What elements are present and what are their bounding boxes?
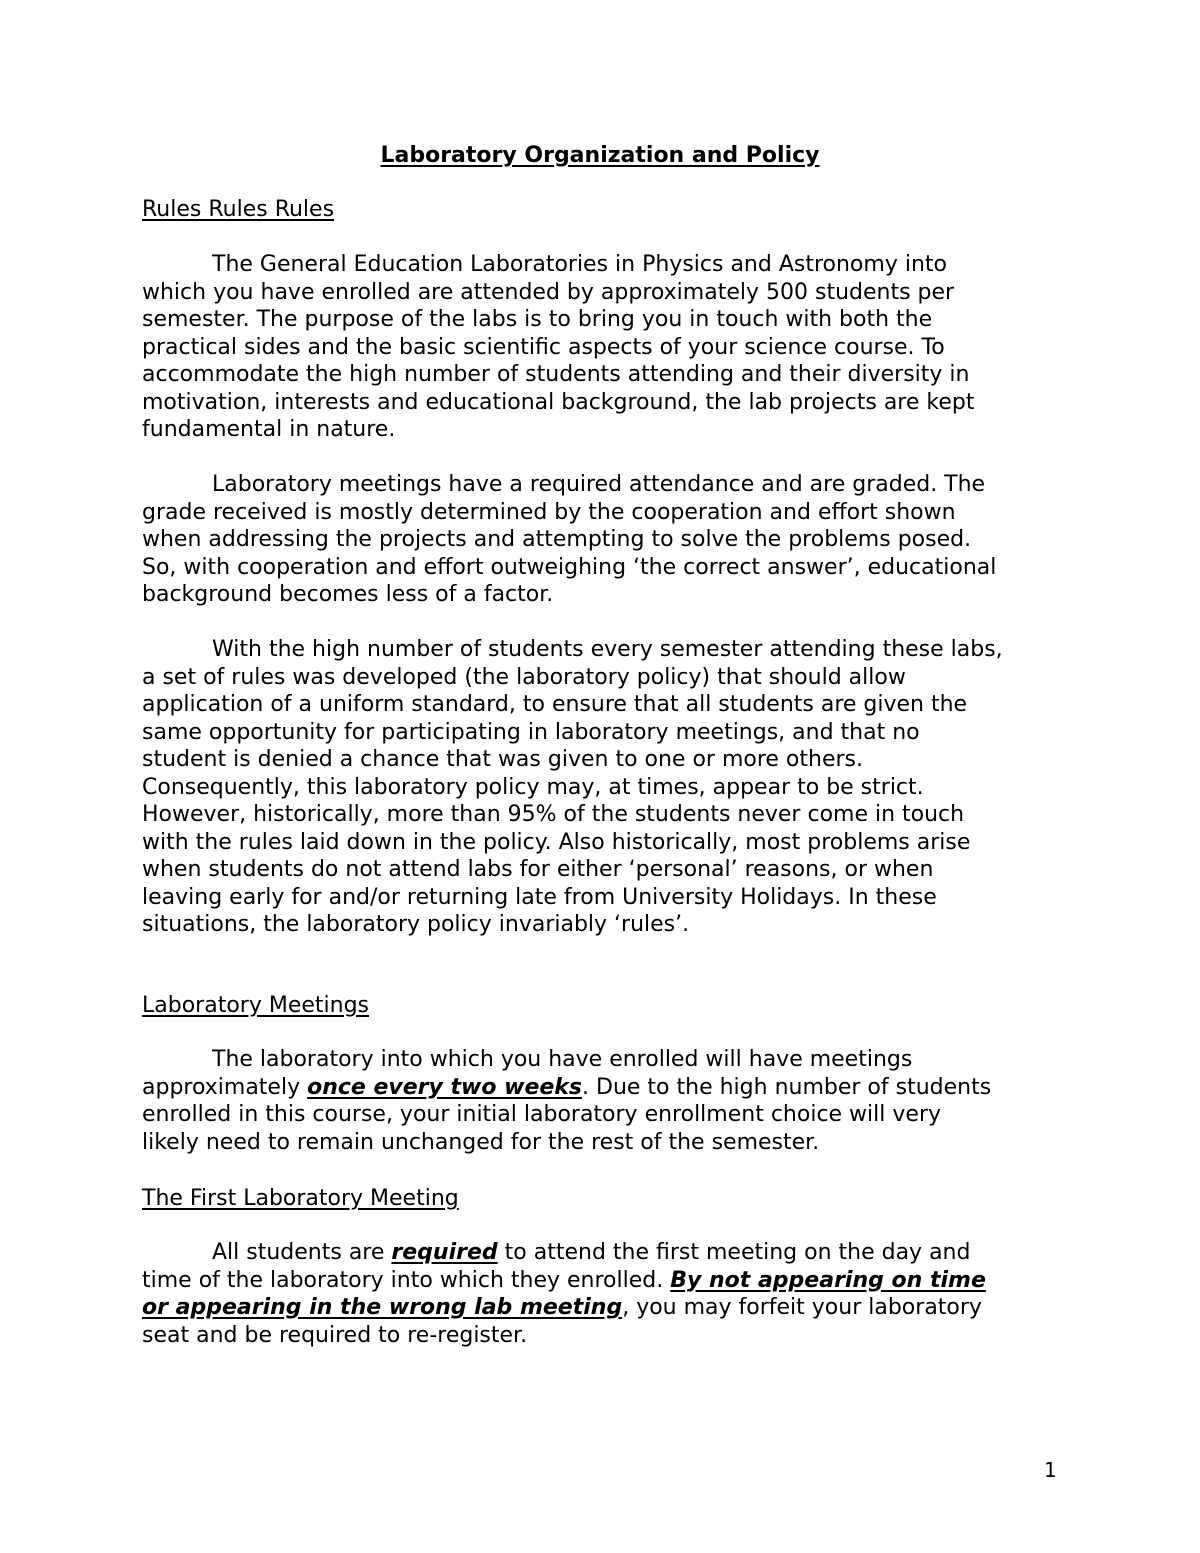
- text-line: semester. The purpose of the labs is to bring you in touch with both the: [142, 307, 933, 332]
- text-line: leaving early for and/or returning late from University Holidays. In these: [142, 884, 937, 910]
- text-line: motivation, interests and educational background, the lab projects are kept: [142, 389, 975, 415]
- text-line: with the rules laid down in the policy. Also historically, most problems arise: [142, 829, 971, 855]
- text-line: when students do not attend labs for either ‘personal’ reasons, or when: [142, 857, 934, 882]
- text-line: However, historically, more than 95% of the students never come in touch: [142, 802, 965, 827]
- text-line: Laboratory meetings have a required attendance and are graded. The: [212, 472, 986, 497]
- first-meeting-paragraph: [142, 1239, 1072, 1349]
- rules-paragraph-1: [142, 251, 1072, 444]
- meetings-paragraph: [142, 1046, 1072, 1156]
- text-line: [142, 1267, 1072, 1295]
- text-line: enrolled in this course, your initial laboratory enrollment choice will very: [142, 1102, 942, 1127]
- text-line: Consequently, this laboratory policy may, at times, appear to be strict.: [142, 774, 924, 800]
- section-heading-laboratory-meetings: Laboratory Meetings: [142, 993, 369, 1018]
- text-line: accommodate the high number of students attending and their diversity in: [142, 362, 970, 387]
- text-line: likely need to remain unchanged for the rest of the semester.: [142, 1129, 820, 1155]
- text-line: With the high number of students every semester attending these labs,: [212, 637, 1003, 662]
- text-line: same opportunity for participating in laboratory meetings, and that no: [142, 719, 920, 745]
- emphasis-required: required: [391, 1240, 498, 1265]
- text-segment: . Due to the high number of students: [582, 1074, 992, 1100]
- rules-paragraph-2: [142, 471, 1072, 609]
- text-line: So, with cooperation and effort outweighing ‘the correct answer’, educational: [142, 554, 997, 580]
- text-segment: time of the laboratory into which they enrolled.: [142, 1267, 671, 1293]
- text-line: grade received is mostly determined by the cooperation and effort shown: [142, 499, 956, 525]
- text-line: fundamental in nature.: [142, 417, 396, 442]
- text-line: background becomes less of a factor.: [142, 582, 554, 607]
- text-line: [142, 1239, 1072, 1267]
- emphasis-warning: By not appearing on time: [670, 1267, 986, 1293]
- rules-paragraph-3: [142, 636, 1072, 939]
- text-line: when addressing the projects and attempting to solve the problems posed.: [142, 527, 972, 552]
- text-segment: , you may forfeit your laboratory: [622, 1295, 982, 1320]
- text-line: The General Education Laboratories in Physics and Astronomy into: [212, 252, 947, 277]
- text-line: a set of rules was developed (the laboratory policy) that should allow: [142, 664, 906, 690]
- text-segment: approximately: [142, 1074, 308, 1100]
- page-number: 1: [1044, 1458, 1057, 1482]
- text-line: student is denied a chance that was given to one or more others.: [142, 747, 863, 772]
- text-line: practical sides and the basic scientific aspects of your science course. To: [142, 334, 945, 360]
- text-line: which you have enrolled are attended by approximately 500 students per: [142, 279, 955, 305]
- document-title: Laboratory Organization and Policy: [380, 143, 820, 168]
- text-line: situations, the laboratory policy invariably ‘rules’.: [142, 912, 690, 937]
- text-line: The laboratory into which you have enrolled will have meetings: [212, 1047, 913, 1072]
- text-line: seat and be required to re-register.: [142, 1322, 528, 1348]
- section-heading-first-meeting: The First Laboratory Meeting: [142, 1186, 459, 1211]
- text-segment: All students are: [212, 1240, 392, 1265]
- text-line: application of a uniform standard, to ensure that all students are given the: [142, 692, 968, 717]
- emphasis-frequency: once every two weeks: [307, 1074, 583, 1100]
- text-line: [142, 1294, 1072, 1322]
- section-heading-rules: Rules Rules Rules: [142, 197, 335, 222]
- text-line: [142, 1074, 1072, 1102]
- emphasis-warning: or appearing in the wrong lab meeting: [142, 1295, 623, 1320]
- text-segment: to attend the first meeting on the day and: [497, 1240, 971, 1265]
